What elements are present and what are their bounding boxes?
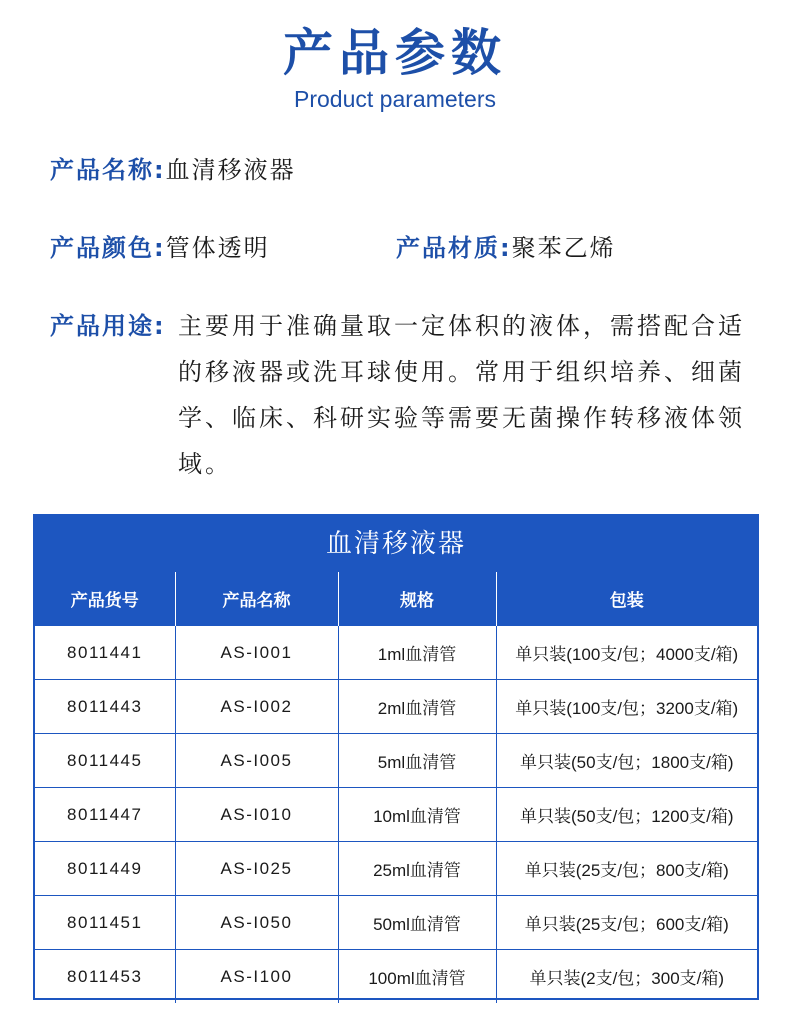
param-name-value: 血清移液器 [165, 156, 296, 184]
cell-item-no: 8011445 [35, 734, 175, 788]
cell-spec: 5ml血清管 [338, 734, 496, 788]
col-header-item-no: 产品货号 [35, 572, 175, 626]
page-title: 产品参数 [283, 24, 507, 82]
param-color-label: 产品颜色: [50, 234, 166, 262]
cell-item-no: 8011449 [35, 842, 175, 896]
cell-spec: 10ml血清管 [338, 788, 496, 842]
cell-packing: 单只装(25支/包；600支/箱) [496, 896, 757, 950]
table-row [35, 896, 757, 950]
col-header-packing: 包装 [496, 572, 757, 626]
table-row [35, 950, 757, 1004]
param-material-value: 聚苯乙烯 [511, 234, 616, 262]
cell-packing: 单只装(100支/包；3200支/箱) [496, 680, 757, 734]
table-row [35, 626, 757, 680]
param-usage-label: 产品用途: [50, 312, 166, 340]
cell-spec: 100ml血清管 [338, 950, 496, 1004]
cell-product-name: AS-I100 [175, 950, 338, 1004]
table-title: 血清移液器 [35, 516, 757, 572]
cell-packing: 单只装(50支/包；1200支/箱) [496, 788, 757, 842]
param-name-label: 产品名称: [50, 156, 166, 184]
cell-spec: 25ml血清管 [338, 842, 496, 896]
cell-packing: 单只装(25支/包；800支/箱) [496, 842, 757, 896]
cell-item-no: 8011443 [35, 680, 175, 734]
col-header-spec: 规格 [338, 572, 496, 626]
cell-packing: 单只装(2支/包；300支/箱) [496, 950, 757, 1004]
cell-product-name: AS-I010 [175, 788, 338, 842]
product-table [33, 514, 759, 1000]
cell-product-name: AS-I002 [175, 680, 338, 734]
param-usage-value: 主要用于准确量取一定体积的液体，需搭配合适的移液器或洗耳球使用。常用于组织培养、细菌学、临床、科研实验等需要无菌操作转移液体领域。 [178, 312, 745, 478]
cell-packing: 单只装(100支/包；4000支/箱) [496, 626, 757, 680]
table-header-row [35, 572, 757, 626]
table-row [35, 680, 757, 734]
col-header-product-name: 产品名称 [175, 572, 338, 626]
cell-item-no: 8011441 [35, 626, 175, 680]
param-color-row [50, 225, 270, 271]
param-name-row [50, 147, 296, 193]
spec-table [35, 572, 757, 1003]
cell-packing: 单只装(50支/包；1800支/箱) [496, 734, 757, 788]
page-subtitle: Product parameters [294, 86, 496, 112]
cell-product-name: AS-I001 [175, 626, 338, 680]
cell-product-name: AS-I025 [175, 842, 338, 896]
param-material-row [396, 225, 616, 271]
param-material-label: 产品材质: [396, 234, 512, 262]
param-color-value: 管体透明 [165, 234, 270, 262]
cell-spec: 1ml血清管 [338, 626, 496, 680]
cell-product-name: AS-I050 [175, 896, 338, 950]
cell-item-no: 8011453 [35, 950, 175, 1004]
table-row [35, 842, 757, 896]
table-row [35, 734, 757, 788]
cell-spec: 50ml血清管 [338, 896, 496, 950]
cell-product-name: AS-I005 [175, 734, 338, 788]
cell-spec: 2ml血清管 [338, 680, 496, 734]
cell-item-no: 8011451 [35, 896, 175, 950]
table-row [35, 788, 757, 842]
cell-item-no: 8011447 [35, 788, 175, 842]
